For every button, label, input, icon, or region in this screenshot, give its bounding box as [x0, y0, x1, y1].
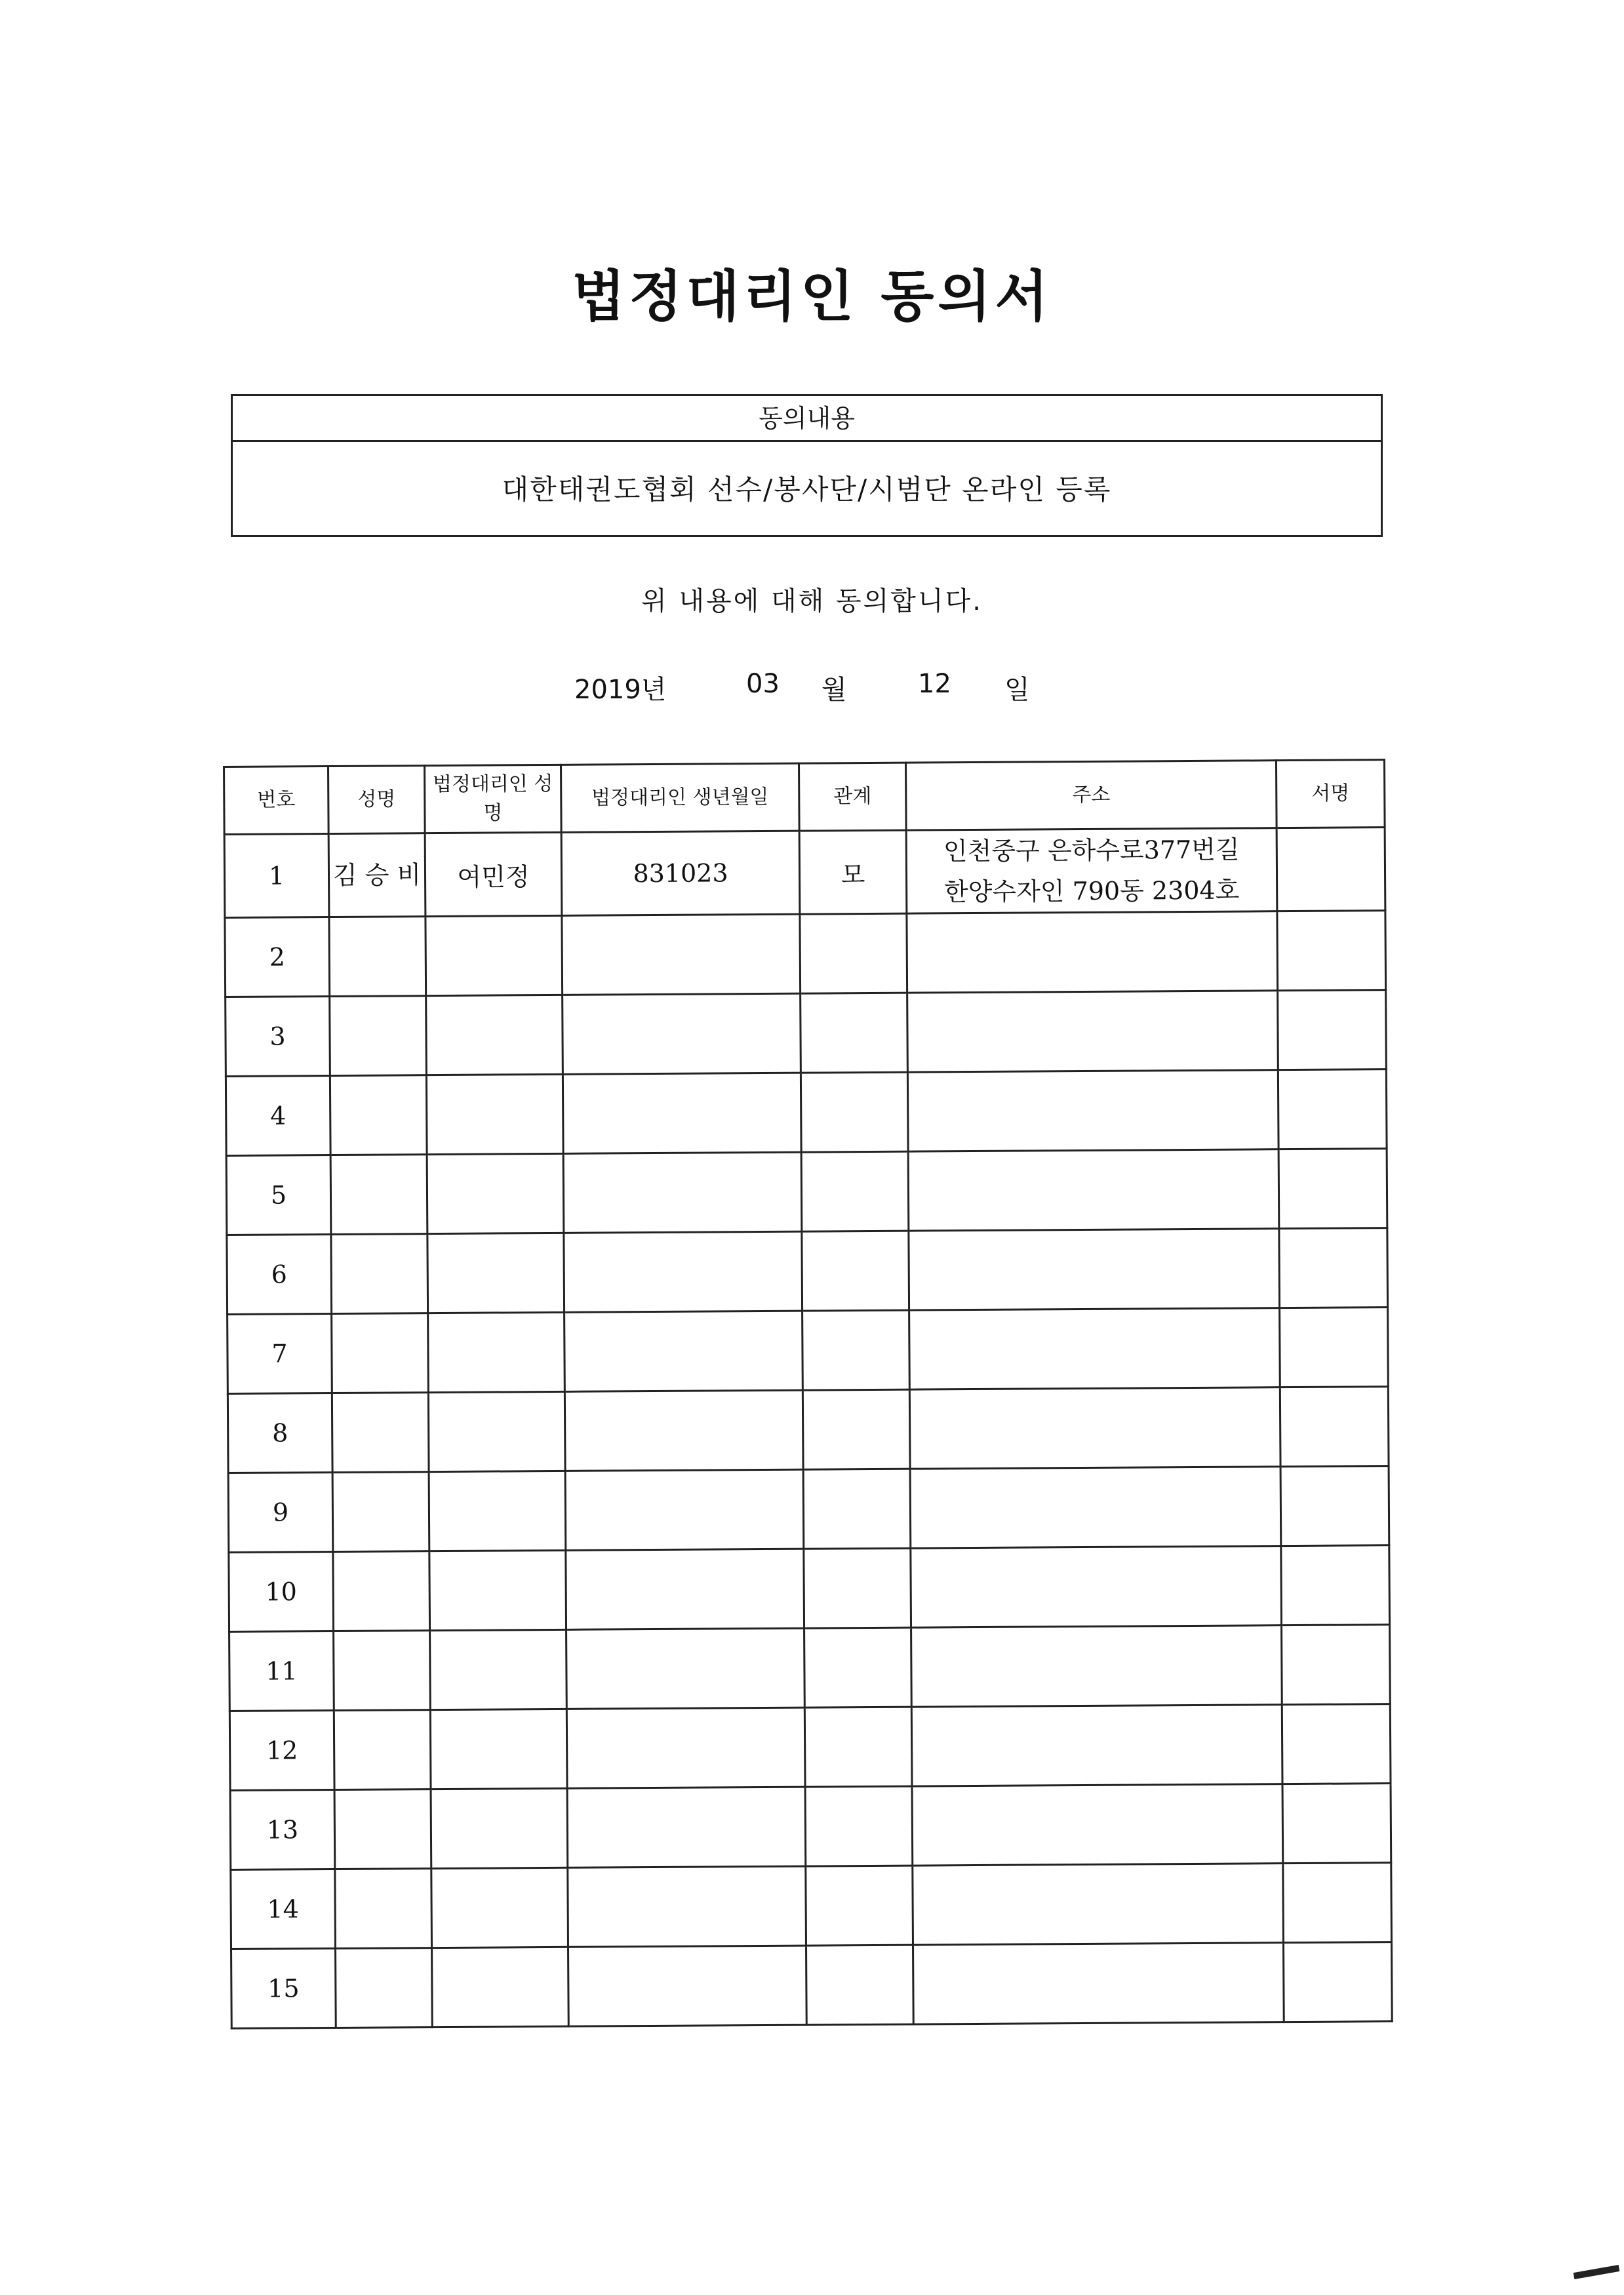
address-line-2: [909, 1030, 1277, 1032]
cell-guardian-birthdate: [562, 914, 801, 995]
address-line-2: [908, 951, 1277, 953]
cell-name: [330, 996, 427, 1076]
cell-number: 1: [224, 834, 329, 918]
address-line-2: [909, 1189, 1278, 1191]
cell-guardian-birthdate: [563, 993, 801, 1074]
cell-address: [912, 1784, 1283, 1866]
date-month-value: 03: [746, 669, 780, 699]
guardian-registration-table: [223, 759, 1393, 2029]
cell-address: [913, 1943, 1284, 2024]
cell-guardian-name: [428, 1312, 565, 1392]
cell-number: 8: [228, 1393, 332, 1473]
address-line-2: [914, 1982, 1282, 1984]
address-line-1: [911, 1427, 1279, 1429]
cell-number: 11: [229, 1631, 334, 1711]
cell-number: 7: [228, 1314, 332, 1394]
cell-address: [911, 1705, 1282, 1786]
address-line-1: [912, 1586, 1280, 1587]
address-line-1: [913, 1824, 1282, 1826]
cell-guardian-name: [432, 1947, 569, 2027]
cell-guardian-birthdate: [564, 1390, 803, 1471]
cell-relation: [804, 1707, 912, 1787]
cell-address: [911, 1626, 1282, 1707]
cell-number: 3: [226, 997, 330, 1077]
cell-signature: [1278, 1149, 1387, 1229]
cell-name: [332, 1313, 429, 1393]
agreement-statement: 위 내용에 대해 동의합니다.: [641, 586, 983, 616]
table-row: [231, 1942, 1393, 2029]
cell-address: [911, 1546, 1282, 1627]
cell-guardian-name: [430, 1629, 567, 1709]
consent-content-body: 대한태권도협회 선수/봉사단/시범단 온라인 등록: [502, 473, 1112, 506]
address-line-2: [911, 1506, 1280, 1508]
cell-signature: [1280, 1307, 1389, 1387]
cell-signature: [1280, 1387, 1389, 1467]
cell-guardian-name: [427, 1153, 564, 1233]
address-line-1: [908, 951, 1277, 953]
cell-guardian-birthdate: [563, 1152, 802, 1233]
cell-relation: [802, 1310, 910, 1390]
cell-number: 10: [229, 1551, 334, 1631]
cell-name: [335, 1869, 432, 1949]
cell-relation: [804, 1548, 911, 1628]
address-line-2: [914, 1903, 1282, 1905]
cell-guardian-name: [427, 1233, 564, 1313]
table-row: [229, 1625, 1391, 1711]
cell-guardian-name: [429, 1550, 566, 1630]
header-number: 번호: [224, 767, 329, 835]
cell-number: 12: [229, 1710, 334, 1790]
address-line-1: [909, 1109, 1277, 1111]
cell-number: 13: [230, 1789, 335, 1869]
cell-name: [333, 1551, 430, 1631]
cell-guardian-name: 여민정: [425, 832, 562, 916]
address-line-2: [910, 1268, 1278, 1270]
table-row: [225, 911, 1386, 997]
table-header-row: [224, 760, 1385, 835]
cell-signature: [1283, 1942, 1392, 2022]
date-year: 2019년: [574, 675, 667, 705]
address-line-2: [909, 1109, 1277, 1111]
cell-address: [908, 1149, 1279, 1231]
cell-guardian-name: [428, 1391, 565, 1471]
header-guardian-name: 법정대리인 성명: [425, 765, 562, 833]
table-row: [226, 1069, 1387, 1156]
cell-name: [332, 1472, 429, 1552]
address-line-1: [910, 1347, 1278, 1349]
cell-guardian-name: [429, 1471, 566, 1551]
cell-address: [909, 1387, 1280, 1469]
header-guardian-birthdate: 법정대리인 생년월일: [561, 763, 799, 832]
cell-signature: [1282, 1625, 1391, 1705]
consent-content-header: 동의내용: [233, 396, 1381, 442]
cell-address: [910, 1467, 1281, 1548]
cell-address: [907, 911, 1278, 993]
address-line-1: [912, 1665, 1280, 1667]
cell-guardian-birthdate: [563, 1073, 801, 1153]
cell-signature: [1277, 911, 1386, 991]
cell-name: [330, 1075, 427, 1155]
cell-relation: [802, 1231, 909, 1311]
cell-signature: [1278, 1069, 1387, 1149]
cell-signature: [1282, 1784, 1391, 1864]
cell-relation: 모: [799, 830, 907, 914]
document-title: 법정대리인 동의서: [572, 264, 1052, 329]
table-row: [226, 990, 1387, 1077]
cell-guardian-birthdate: [564, 1231, 802, 1312]
cell-relation: [801, 1151, 909, 1231]
address-line-1: [914, 1903, 1282, 1905]
cell-relation: [801, 993, 908, 1073]
table-row: [227, 1228, 1388, 1315]
date-day-label: 일: [1004, 675, 1030, 705]
cell-relation: [803, 1469, 911, 1549]
cell-relation: [806, 1866, 913, 1946]
address-line-1: [913, 1744, 1281, 1746]
cell-guardian-birthdate: [566, 1549, 804, 1629]
address-line-1: [909, 1030, 1277, 1032]
address-line-2: [912, 1665, 1280, 1667]
cell-name: [334, 1631, 431, 1711]
table-row: [226, 1149, 1387, 1235]
cell-guardian-name: [426, 1074, 563, 1154]
address-line-2: [913, 1824, 1282, 1826]
address-line-1: [910, 1268, 1278, 1270]
table-body: [224, 828, 1392, 2029]
cell-relation: [805, 1786, 913, 1866]
address-line-1: [911, 1506, 1280, 1508]
cell-guardian-birthdate: 831023: [561, 831, 800, 915]
cell-address: [909, 1308, 1280, 1389]
cell-address: [909, 1229, 1280, 1310]
table-row: [228, 1466, 1389, 1553]
cell-relation: [801, 1072, 908, 1152]
table-row: [228, 1387, 1389, 1473]
cell-guardian-name: [426, 995, 563, 1075]
cell-guardian-birthdate: [567, 1787, 806, 1867]
header-relation: 관계: [799, 763, 906, 831]
address-line-2: [912, 1586, 1280, 1587]
cell-name: [336, 1948, 433, 2028]
cell-address: [906, 828, 1277, 913]
address-line-2: 한양수자인 790동 2304호: [943, 875, 1240, 907]
cell-name: [334, 1789, 431, 1869]
cell-guardian-birthdate: [568, 1946, 807, 2026]
cell-number: 6: [227, 1235, 332, 1315]
cell-guardian-birthdate: [564, 1311, 803, 1391]
cell-name: [331, 1234, 428, 1314]
cell-number: 15: [231, 1948, 336, 2028]
address-line-2: [913, 1744, 1281, 1746]
cell-signature: [1283, 1863, 1392, 1943]
cell-guardian-birthdate: [568, 1866, 806, 1947]
cell-name: [330, 1155, 427, 1235]
address-line-1: [914, 1982, 1282, 1984]
date-month-label: 월: [822, 675, 847, 705]
cell-number: 9: [228, 1472, 333, 1552]
cell-number: 5: [226, 1155, 331, 1235]
table-row: [230, 1784, 1391, 1870]
cell-address: [907, 1070, 1278, 1151]
cell-relation: [802, 1389, 910, 1469]
address-line-1: [909, 1189, 1278, 1191]
address-line-1: 인천중구 은하수로377번길: [943, 835, 1240, 866]
cell-signature: [1277, 828, 1385, 911]
date-day-value: 12: [918, 669, 951, 699]
cell-signature: [1278, 990, 1387, 1070]
table-row: [229, 1704, 1391, 1791]
address-line-2: [911, 1427, 1279, 1429]
cell-guardian-name: [431, 1788, 568, 1868]
cell-relation: [800, 913, 907, 993]
cell-guardian-name: [430, 1709, 567, 1789]
cell-guardian-birthdate: [565, 1469, 804, 1550]
cell-name: 김 승 비: [328, 833, 426, 917]
header-signature: 서명: [1276, 760, 1385, 828]
table-row: [224, 828, 1385, 918]
cell-address: [913, 1864, 1284, 1945]
cell-signature: [1280, 1466, 1389, 1546]
cell-number: 4: [226, 1076, 330, 1156]
cell-guardian-name: [431, 1867, 568, 1947]
cell-address: [907, 991, 1278, 1072]
cell-signature: [1281, 1546, 1390, 1626]
cell-guardian-name: [426, 915, 563, 995]
cell-guardian-birthdate: [566, 1628, 805, 1709]
cell-name: [329, 917, 426, 997]
table-row: [228, 1307, 1389, 1394]
cell-number: 2: [225, 917, 330, 997]
cell-signature: [1282, 1704, 1391, 1784]
header-name: 성명: [328, 766, 426, 834]
table-row: [231, 1863, 1392, 1949]
table-row: [229, 1546, 1390, 1632]
consent-content-box: [231, 394, 1383, 537]
scan-mark: [1574, 2265, 1620, 2279]
cell-guardian-birthdate: [566, 1707, 805, 1788]
cell-name: [332, 1393, 429, 1473]
header-address: 주소: [905, 761, 1277, 830]
cell-relation: [804, 1627, 912, 1707]
cell-relation: [806, 1945, 914, 2025]
cell-name: [334, 1710, 431, 1790]
address-line-2: [910, 1347, 1278, 1349]
cell-number: 14: [231, 1869, 336, 1949]
cell-signature: [1279, 1228, 1388, 1308]
